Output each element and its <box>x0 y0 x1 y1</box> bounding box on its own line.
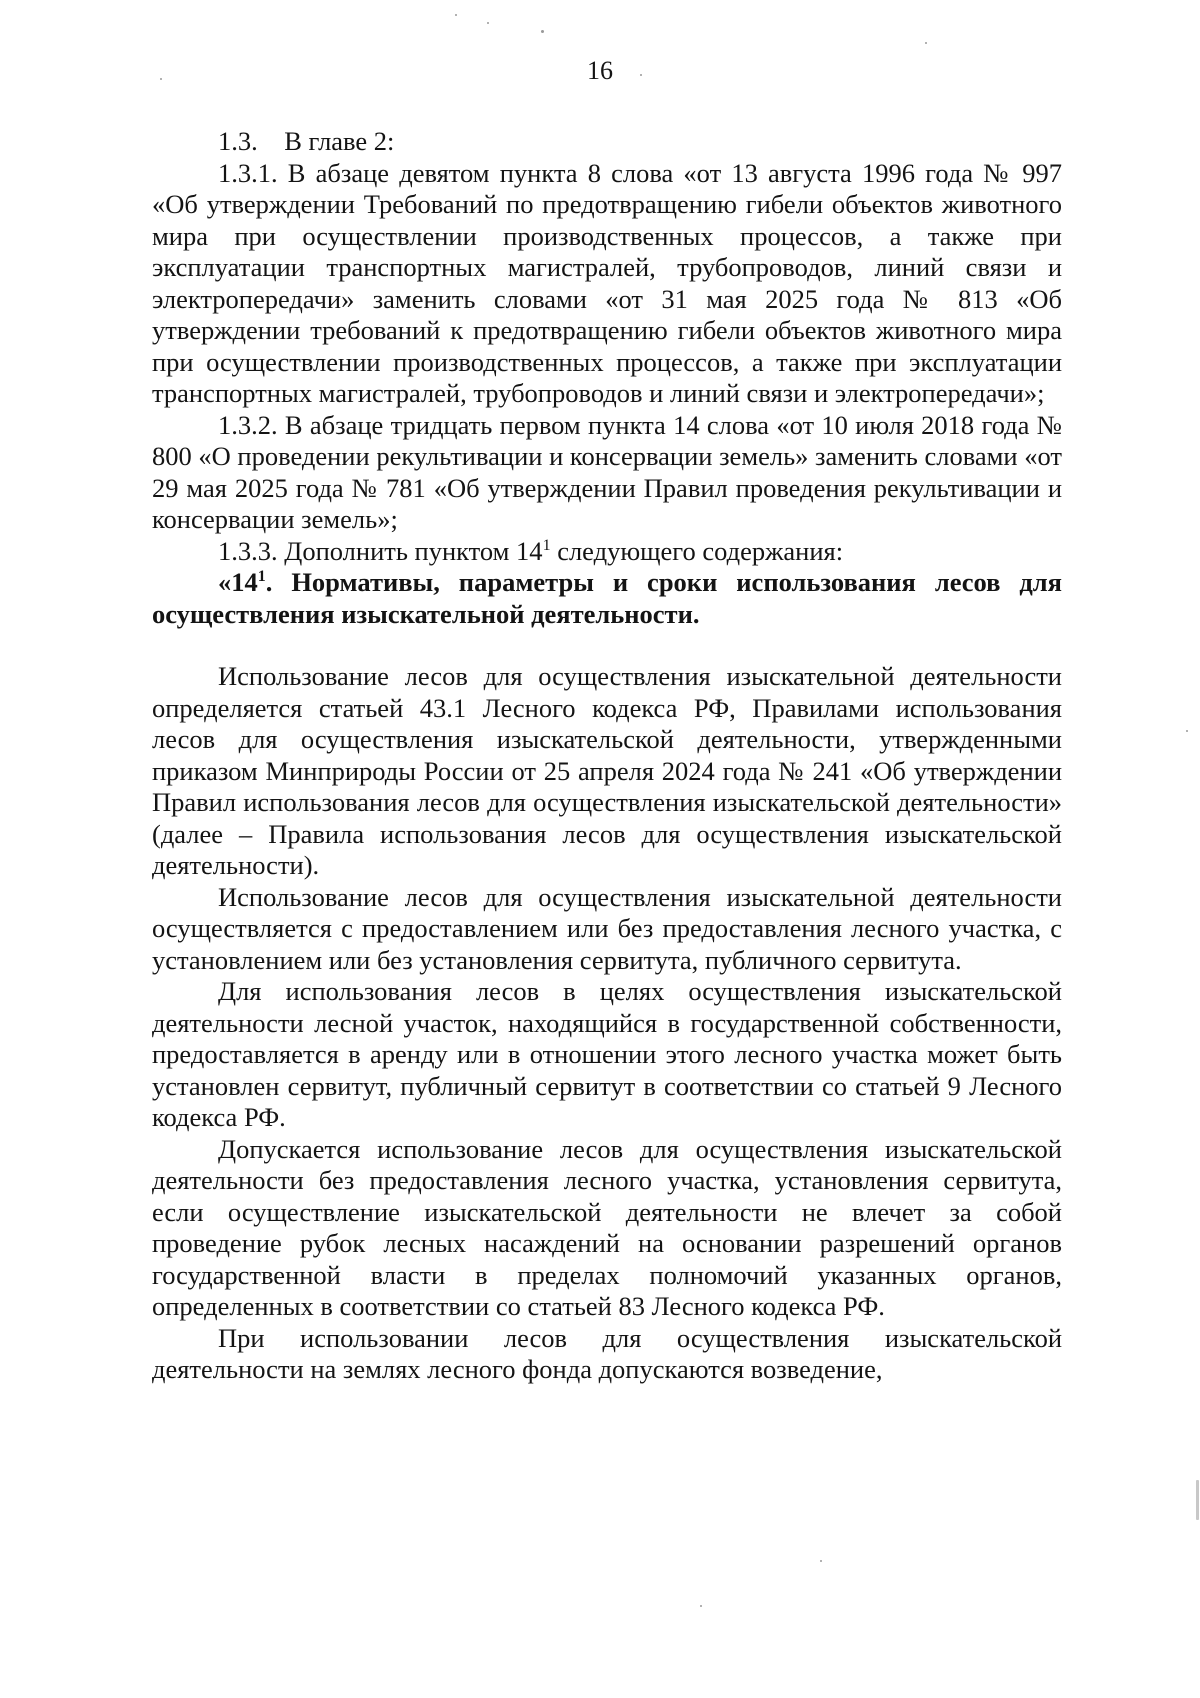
scan-speck <box>925 42 927 44</box>
paragraph-chapter-2: 1.3. В главе 2: <box>218 126 395 156</box>
page-number: 16 <box>587 56 613 85</box>
paragraph-1-3-1: 1.3.1. В абзаце девятом пункта 8 слова «от 13 августа 1996 года № 997 «Об утверждении Требований по предотвращению гибели объектов животного мира при осуществлении производственных процессов, а также при эксплуатации транспортных магистралей, трубопроводов, линий связи и электропередачи» заменить словами «от 31 мая 2025 года № 813 «Об утверждении требований к предотвращению гибели объектов животного мира при осуществлении производственных процессов, а также при эксплуатации транспортных магистралей, трубопроводов и линий связи и электропередачи»; <box>152 157 1062 408</box>
scan-speck <box>160 78 162 80</box>
scan-speck <box>1196 1480 1199 1520</box>
paragraph-usage-modes: Использование лесов для осуществления изыскательной деятельности осуществляется с предоставлением или без предоставления лесного участка, с установлением или без установления сервитута, публичного сервитута. <box>152 881 1062 975</box>
paragraph-lease: Для использования лесов в целях осуществления изыскательской деятельности лесной участок, находящийся в государственной собственности, предоставляется в аренду или в отношении этого лесного участка может быть установлен сервитут, публичный сервитут в соответствии со статьей 9 Лесного кодекса РФ. <box>152 976 1062 1132</box>
paragraph-allowed-without-plot: Допускается использование лесов для осуществления изыскательской деятельности без предоставления лесного участка, установления сервитута, если осуществление изыскательской деятельности не влечет за собой проведение рубок лесных насаждений на основании разрешений органов государственной власти в пределах полномочий указанных органов, определенных в соответствии со статьей 83 Лесного кодекса РФ. <box>152 1133 1062 1321</box>
paragraph-1-3-2: 1.3.2. В абзаце тридцать первом пункта 14 слова «от 10 июля 2018 года № 800 «О проведении рекультивации и консервации земель» заменить словами «от 29 мая 2025 года № 781 «Об утверждении Правил проведения рекультивации и консервации земель»; <box>152 409 1062 534</box>
section-heading <box>152 567 1062 630</box>
scan-speck <box>541 30 544 33</box>
scan-speck <box>700 1605 702 1607</box>
scan-speck <box>1186 730 1188 732</box>
heading-superscript: 1 <box>257 568 266 586</box>
scan-speck <box>455 14 457 16</box>
scan-speck <box>820 1560 822 1562</box>
paragraph-1-3-3 <box>152 536 1062 568</box>
superscript: 1 <box>542 536 551 554</box>
scan-speck <box>487 22 489 24</box>
heading-number: «14 <box>218 567 258 597</box>
paragraph-construction: При использовании лесов для осуществления изыскательской деятельности на землях лесного фонда допускаются возведение, <box>152 1322 1062 1384</box>
heading-text: . Нормативы, параметры и сроки использования лесов для осуществления изыскательной деятельности. <box>152 567 1062 629</box>
document-body <box>152 126 1062 1386</box>
scan-speck <box>640 74 642 76</box>
paragraph-1-3-3-text: 1.3.3. Дополнить пунктом 14 <box>218 535 543 566</box>
paragraph-1-3-3-tail: следующего содержания: <box>550 535 844 566</box>
paragraph-usage-definition: Использование лесов для осуществления изыскательной деятельности определяется статьей 43.1 Лесного кодекса РФ, Правилами использования лесов для осуществления изыскательской деятельности, утвержденными приказом Минприроды России от 25 апреля 2024 года № 241 «Об утверждении Правил использования лесов для осуществления изыскательской деятельности» (далее – Правила использования лесов для осуществления изыскательской деятельности). <box>152 661 1062 880</box>
